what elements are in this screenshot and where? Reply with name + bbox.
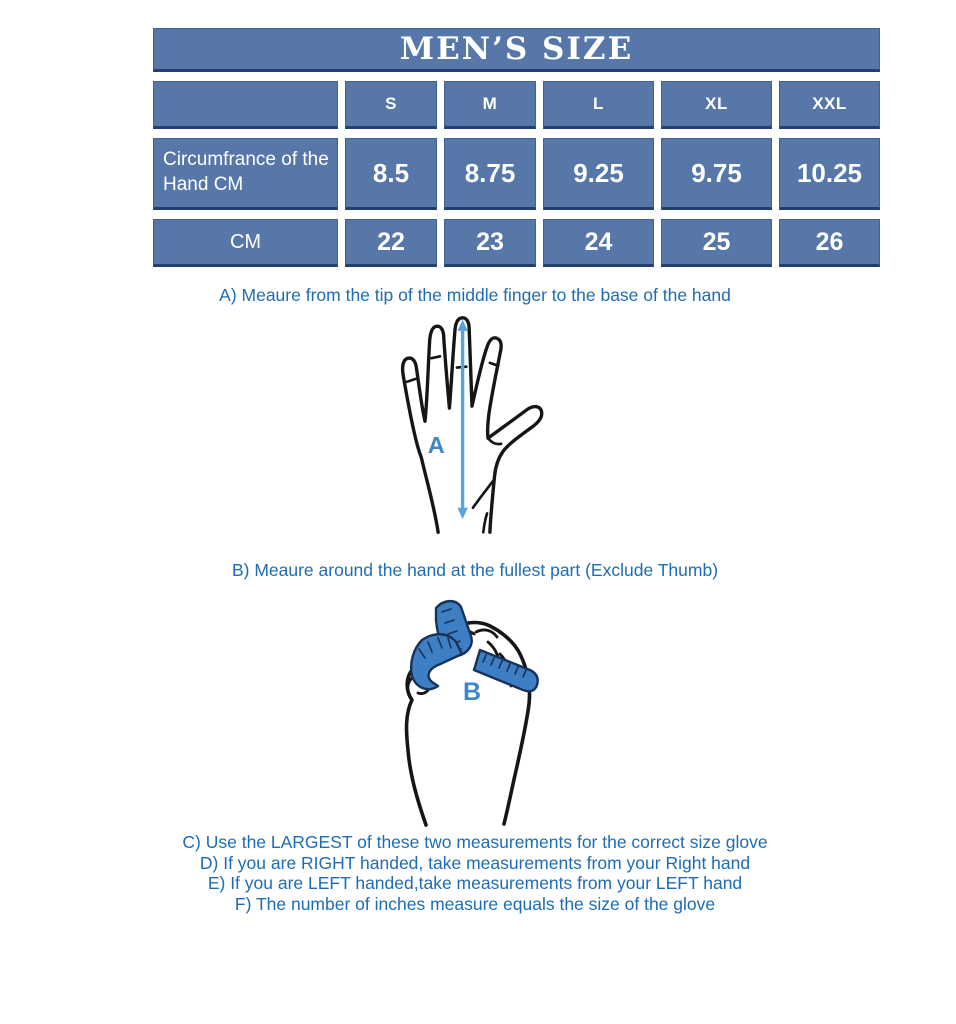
size-header-s: S bbox=[345, 81, 437, 129]
cm-value-xxl: 26 bbox=[779, 219, 880, 267]
row-label-circumference: Circumfrance of the Hand CM bbox=[153, 138, 338, 210]
size-header-l: L bbox=[543, 81, 654, 129]
instructions-c-f bbox=[0, 832, 950, 914]
instruction-e: E) If you are LEFT handed,take measurements from your LEFT hand bbox=[207, 873, 743, 893]
size-header-m: M bbox=[444, 81, 536, 129]
instruction-c: C) Use the LARGEST of these two measurements for the correct size glove bbox=[182, 832, 768, 852]
cm-value-l: 24 bbox=[543, 219, 654, 267]
circumference-value-l: 9.25 bbox=[543, 138, 654, 210]
circumference-value-s: 8.5 bbox=[345, 138, 437, 210]
hand-fill bbox=[403, 318, 542, 532]
cm-value-m: 23 bbox=[444, 219, 536, 267]
label-a: A bbox=[427, 432, 445, 459]
cm-value-xl: 25 bbox=[661, 219, 772, 267]
instruction-b: B) Meaure around the hand at the fullest part (Exclude Thumb) bbox=[231, 560, 719, 580]
cm-value-s: 22 bbox=[345, 219, 437, 267]
instruction-d: D) If you are RIGHT handed, take measurements from your Right hand bbox=[199, 852, 751, 873]
circumference-value-xl: 9.75 bbox=[661, 138, 772, 210]
label-b: B bbox=[462, 678, 482, 706]
size-header-xxl: XXL bbox=[779, 81, 880, 129]
instruction-a: A) Meaure from the tip of the middle finger to the base of the hand bbox=[219, 285, 731, 305]
corner-cell bbox=[153, 81, 338, 129]
instruction-f: F) The number of inches measure equals the size of the glove bbox=[234, 893, 716, 914]
open-hand-illustration bbox=[372, 314, 572, 536]
circumference-value-xxl: 10.25 bbox=[779, 138, 880, 210]
circumference-value-m: 8.75 bbox=[444, 138, 536, 210]
size-header-xl: XL bbox=[661, 81, 772, 129]
table-title: MEN’S SIZE bbox=[153, 28, 880, 72]
mens-size-table bbox=[153, 28, 880, 267]
row-label-cm: CM bbox=[153, 219, 338, 267]
fist-illustration bbox=[392, 592, 544, 830]
